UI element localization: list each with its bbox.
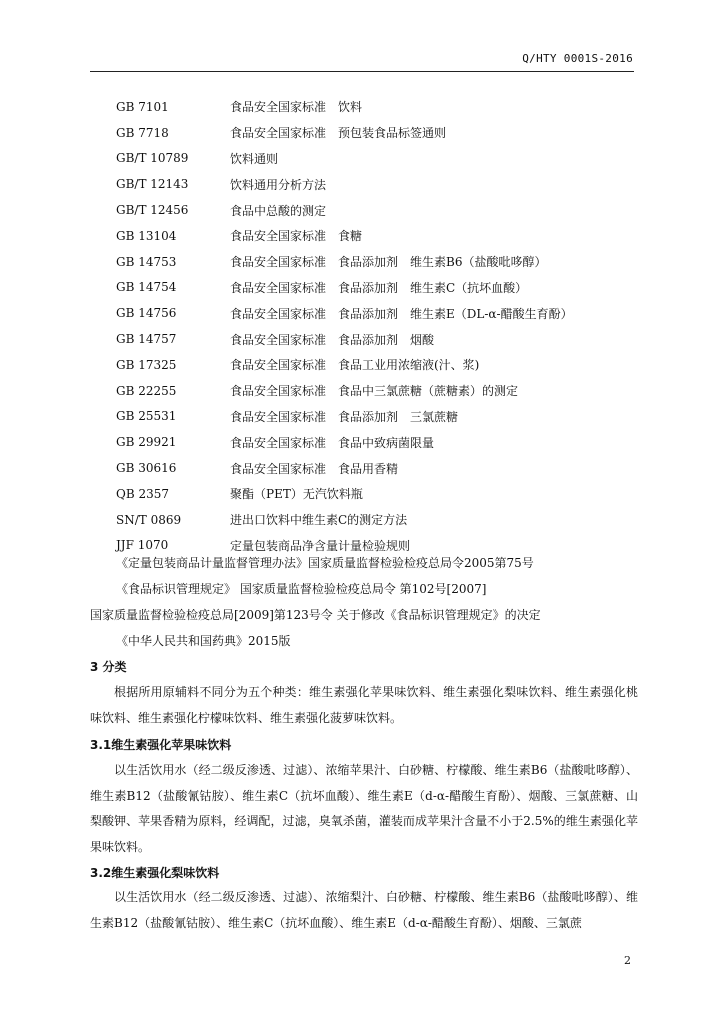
reference-code: QB 2357 xyxy=(116,486,170,501)
section-heading: 3 分类 xyxy=(90,660,127,674)
reference-title: 食品安全国家标准 预包装食品标签通则 xyxy=(230,126,447,141)
reference-title: 食品安全国家标准 食品工业用浓缩液(汁、浆) xyxy=(230,358,480,373)
reference-row xyxy=(116,120,636,146)
reference-title: 聚酯（PET）无汽饮料瓶 xyxy=(230,487,363,502)
reference-row xyxy=(116,352,636,378)
reference-code: GB 7101 xyxy=(116,99,169,114)
reference-row xyxy=(116,94,636,120)
reference-title: 食品安全国家标准 食品中致病菌限量 xyxy=(230,435,435,450)
reference-title: 进出口饮料中维生素C的测定方法 xyxy=(230,513,408,528)
reference-title: 食品安全国家标准 食品添加剂 维生素B6（盐酸吡哆醇） xyxy=(230,255,547,270)
reference-title: 食品中总酸的测定 xyxy=(230,203,327,218)
reference-code: GB 14756 xyxy=(116,306,177,321)
reference-row xyxy=(116,171,636,197)
reference-code: GB 13104 xyxy=(116,228,177,243)
header-rule xyxy=(90,71,634,72)
reference-row xyxy=(116,378,636,404)
reference-code: JJF 1070 xyxy=(116,538,169,553)
reference-code: GB 29921 xyxy=(116,435,177,450)
reference-code: GB 25531 xyxy=(116,409,177,424)
reference-row xyxy=(116,326,636,352)
reference-title: 食品安全国家标准 食品中三氯蔗糖（蔗糖素）的测定 xyxy=(230,384,519,399)
reference-title: 食品安全国家标准 食品添加剂 维生素E（DL-α-醋酸生育酚） xyxy=(230,306,573,321)
reference-row xyxy=(116,507,636,533)
reference-row xyxy=(116,275,636,301)
reference-code: GB/T 10789 xyxy=(116,151,189,166)
section-heading: 3.2维生素强化梨味饮料 xyxy=(90,866,220,880)
reference-code: GB/T 12143 xyxy=(116,177,189,192)
decree-line: 《定量包装商品计量监督管理办法》国家质量监督检验检疫总局令2005第75号 xyxy=(116,556,534,570)
decree-line: 《中华人民共和国药典》2015版 xyxy=(116,634,291,648)
reference-code: GB 17325 xyxy=(116,357,177,372)
decree-line: 国家质量监督检验检疫总局[2009]第123号令 关于修改《食品标识管理规定》的决定 xyxy=(90,608,541,622)
section-paragraph: 以生活饮用水（经二级反渗透、过滤）、浓缩苹果汁、白砂糖、柠檬酸、维生素B6（盐酸吡哆醇）、维生素B12（盐酸氰钴胺）、维生素C（抗坏血酸）、维生素E（d-α-醋酸生育酚）、烟酸、三氯蔗糖、山梨酸钾、苹果香精为原料，经调配，过滤，臭氧杀菌，灌装而成苹果汁含量不小于2.5%的维生素强化苹果味饮料。 xyxy=(90,763,638,854)
reference-title: 食品安全国家标准 食糖 xyxy=(230,229,363,244)
reference-row xyxy=(116,249,636,275)
reference-row xyxy=(116,404,636,430)
reference-title: 饮料通则 xyxy=(230,151,279,166)
reference-row xyxy=(116,429,636,455)
reference-title: 食品安全国家标准 饮料 xyxy=(230,100,363,115)
decree-line: 《食品标识管理规定》 国家质量监督检验检疫总局令 第102号[2007] xyxy=(116,582,487,596)
reference-row xyxy=(116,481,636,507)
reference-row xyxy=(116,146,636,172)
reference-code: GB 30616 xyxy=(116,461,177,476)
normative-references-list xyxy=(116,94,636,558)
reference-code: GB/T 12456 xyxy=(116,203,189,218)
page-number: 2 xyxy=(624,954,631,967)
reference-code: GB 14757 xyxy=(116,332,177,347)
reference-code: GB 7718 xyxy=(116,125,169,140)
reference-code: GB 14754 xyxy=(116,280,177,295)
reference-title: 食品安全国家标准 食品添加剂 维生素C（抗坏血酸） xyxy=(230,280,528,295)
reference-row xyxy=(116,223,636,249)
reference-code: SN/T 0869 xyxy=(116,512,182,527)
reference-row xyxy=(116,300,636,326)
document-code: Q/HTY 0001S-2016 xyxy=(522,52,633,65)
reference-code: GB 22255 xyxy=(116,383,177,398)
reference-title: 食品安全国家标准 食品添加剂 烟酸 xyxy=(230,332,435,347)
section-paragraph: 根据所用原辅料不同分为五个种类：维生素强化苹果味饮料、维生素强化梨味饮料、维生素强化桃味饮料、维生素强化柠檬味饮料、维生素强化菠萝味饮料。 xyxy=(90,685,638,725)
reference-title: 饮料通用分析方法 xyxy=(230,177,327,192)
reference-row xyxy=(116,197,636,223)
reference-title: 食品安全国家标准 食品添加剂 三氯蔗糖 xyxy=(230,409,459,424)
reference-title: 食品安全国家标准 食品用香精 xyxy=(230,461,399,476)
reference-title: 定量包装商品净含量计量检验规则 xyxy=(230,538,411,553)
reference-code: GB 14753 xyxy=(116,254,177,269)
reference-row xyxy=(116,455,636,481)
section-paragraph: 以生活饮用水（经二级反渗透、过滤）、浓缩梨汁、白砂糖、柠檬酸、维生素B6（盐酸吡哆醇）、维生素B12（盐酸氰钴胺）、维生素C（抗坏血酸）、维生素E（d-α-醋酸生育酚）、烟酸、三氯蔗 xyxy=(90,890,638,930)
section-heading: 3.1维生素强化苹果味饮料 xyxy=(90,738,232,752)
